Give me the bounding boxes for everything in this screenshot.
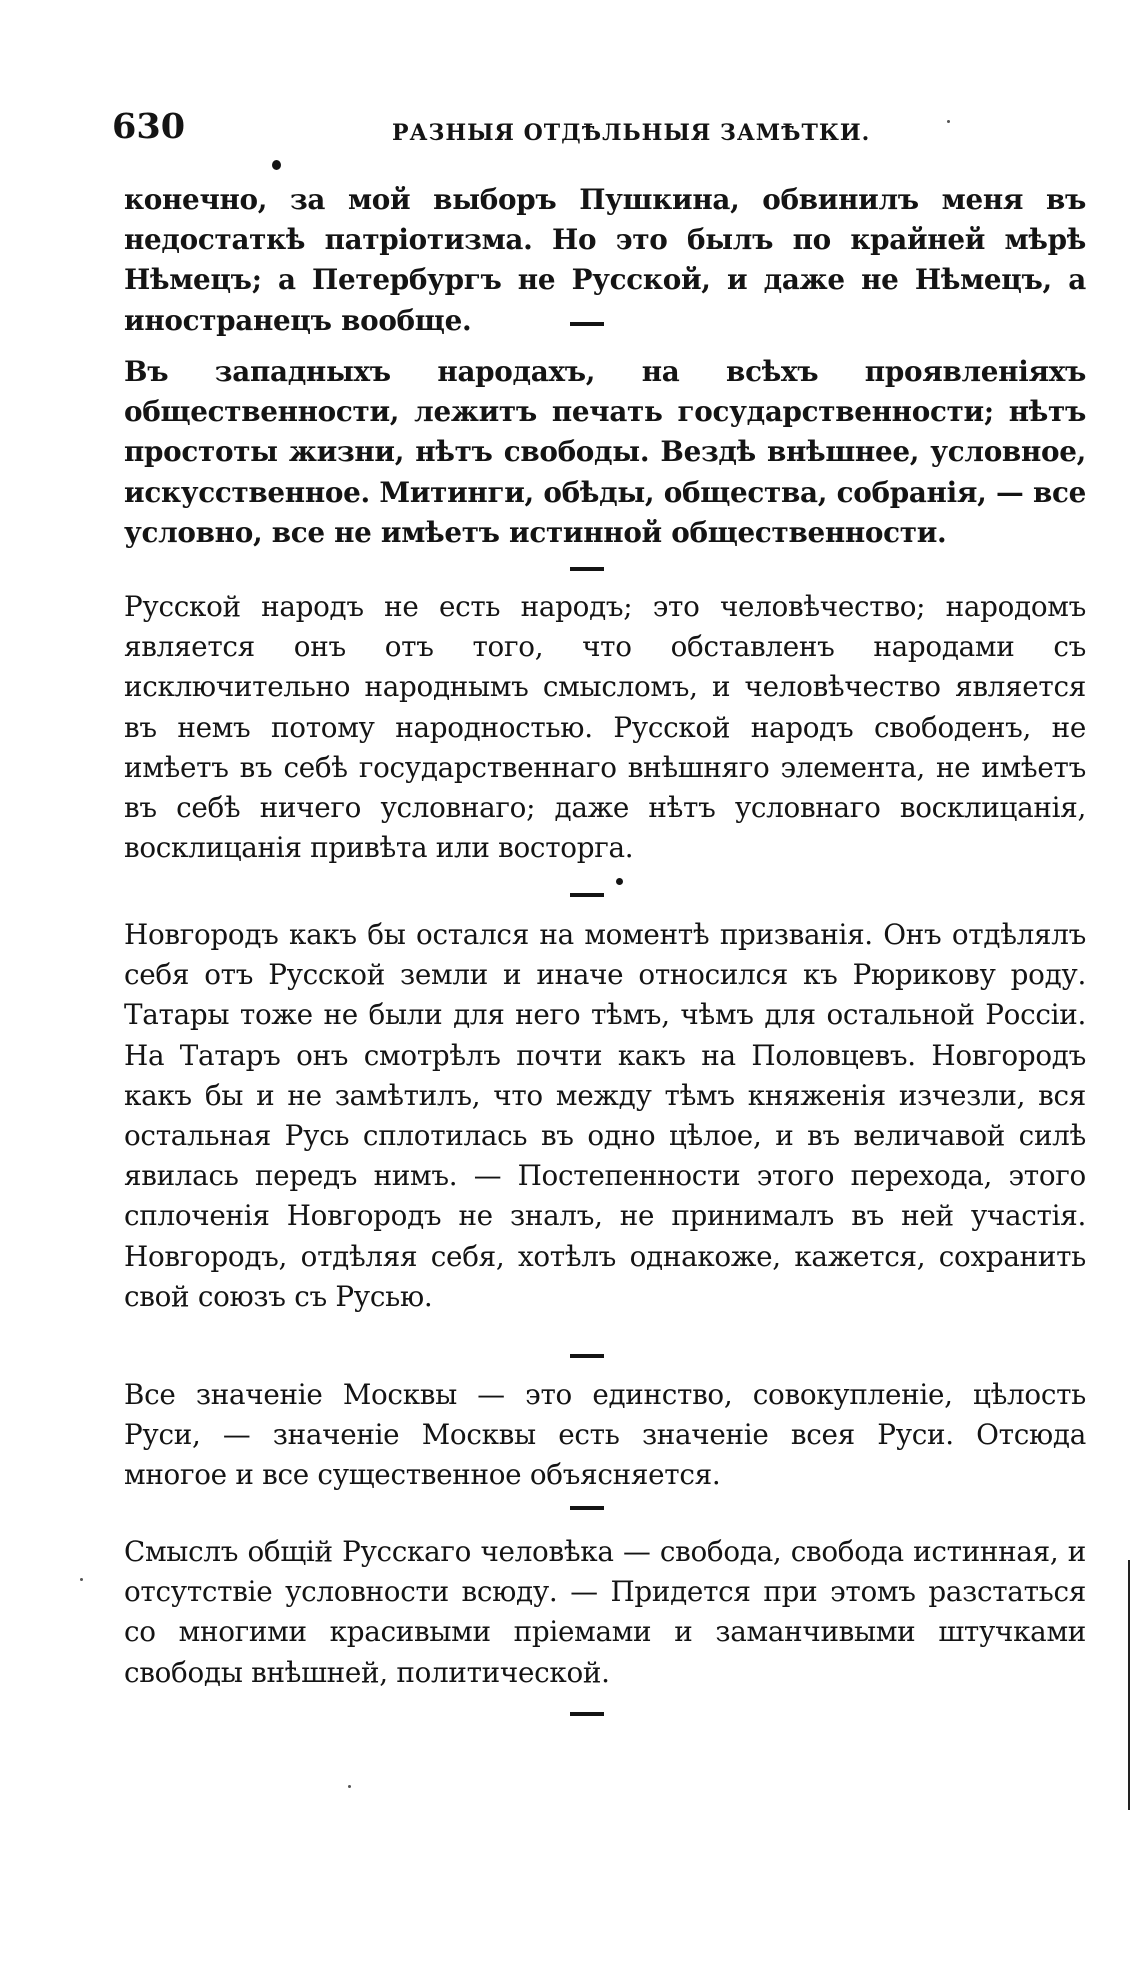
ink-dot [272, 160, 281, 170]
section-divider [570, 1506, 604, 1510]
paragraph-6: Смыслъ общій Русскаго человѣка — свобода, свобода истинная, и отсутствіе условности всюду. — Придется при этомъ разстаться со многими красивыми пріемами и заманчивыми штучками свободы внѣшней, политической. [124, 1535, 1086, 1689]
ink-dot [616, 878, 623, 885]
ink-speck [947, 120, 950, 123]
ink-speck [348, 1785, 351, 1788]
paragraph-3: Русской народъ не есть народъ; это человѣчество; народомъ является онъ отъ того, что обставленъ народами съ исключительно народнымъ смысломъ, и человѣчество является въ немъ потому народностью. Русской народъ свободенъ, не имѣетъ въ себѣ государственнаго внѣшняго элемента, не имѣетъ въ себѣ ничего условнаго; даже нѣтъ условнаго восклицанія, восклицанія привѣта или восторга. [124, 590, 1086, 865]
section-divider [570, 1354, 604, 1358]
scan-edge-line [1128, 1560, 1130, 1810]
section-divider [570, 1712, 604, 1716]
running-title: РАЗНЫЯ ОТДѢЛЬНЫЯ ЗАМѢТКИ. [392, 120, 871, 146]
ink-speck [80, 1578, 83, 1581]
paragraph-4: Новгородъ какъ бы остался на моментѣ призванія. Онъ отдѣлялъ себя отъ Русской земли и иначе относился къ Рюрикову роду. Татары тоже не были для него тѣмъ, чѣмъ для остальной Россіи. На Татаръ онъ смотрѣлъ почти какъ на Половцевъ. Новгородъ какъ бы и не замѣтилъ, что между тѣмъ княженія изчезли, вся остальная Русь сплотилась въ одно цѣлое, и въ величавой силѣ явилась передъ нимъ. — Постепенности этого перехода, этого сплоченія Новгородъ не зналъ, не принималъ въ ней участія. Новгородъ, отдѣляя себя, хотѣлъ однакоже, кажется, сохранить свой союзъ съ Русью. [124, 918, 1086, 1313]
paragraph-2: Въ западныхъ народахъ, на всѣхъ проявленіяхъ общественности, лежитъ печать государственности; нѣтъ простоты жизни, нѣтъ свободы. Вездѣ внѣшнее, условное, искусственное. Митинги, обѣды, общества, собранія, — все условно, все не имѣетъ истинной общественности. [124, 355, 1086, 549]
paragraph-5: Все значеніе Москвы — это единство, совокупленіе, цѣлость Руси, — значеніе Москвы есть значеніе всея Руси. Отсюда многое и все существенное объясняется. [124, 1378, 1086, 1492]
section-divider [570, 567, 604, 571]
paragraph-1: конечно, за мой выборъ Пушкина, обвинилъ меня въ недостаткѣ патріотизма. Но это былъ по крайней мѣрѣ Нѣмецъ; а Петербургъ не Русской, и даже не Нѣмецъ, а иностранецъ вообще. [124, 183, 1086, 337]
page-number: 630 [112, 106, 186, 147]
section-divider [570, 322, 604, 326]
section-divider [570, 893, 604, 897]
